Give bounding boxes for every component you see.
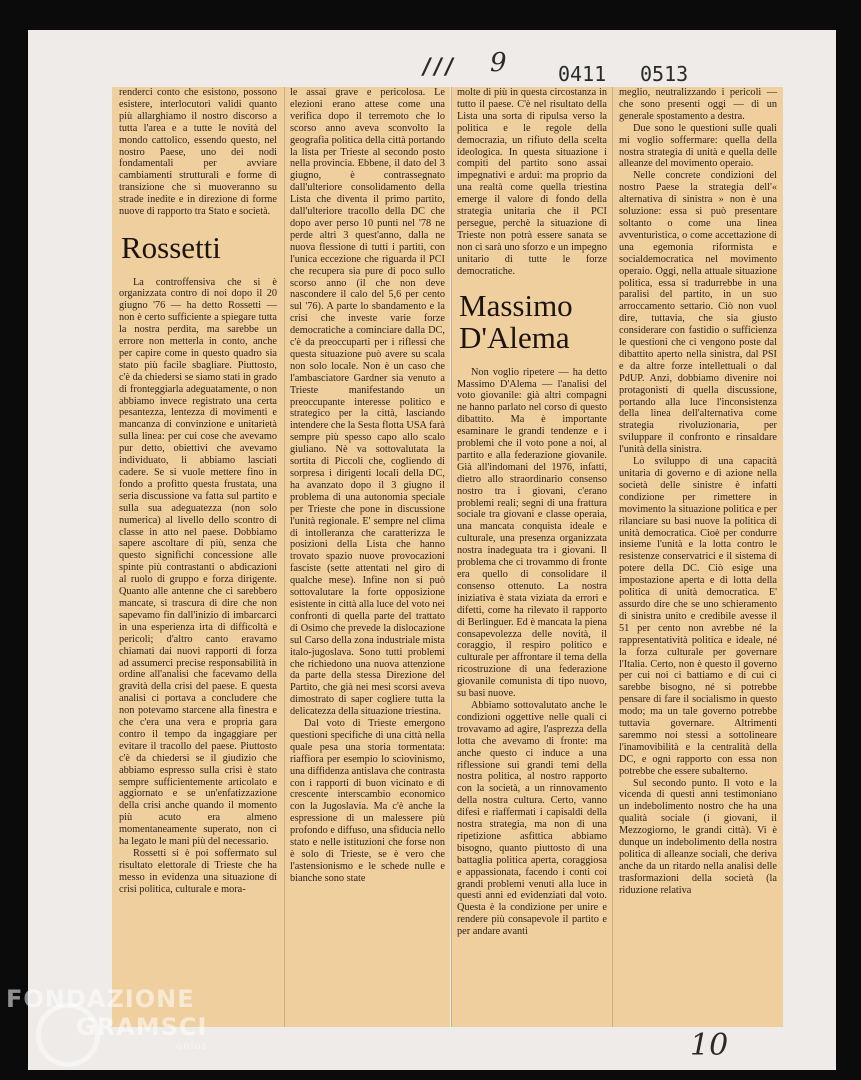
stamp-number-right: 0513	[640, 62, 689, 86]
col3-paragraph-3: Abbiamo sottovalutato anche le condizioni oggettive nelle quali ci trovavamo ad agire, l'asprezza della lotta che avevamo di fronte: ma anche questo ci induce a una riflessione sui grandi temi della nostra politica, al nostro rapporto con la società, a un rinnovamento della nostra cultura. Certo, vanno difesi e riaffermati i capisaldi della nostra strategia, ma non di una ripetizione asfittica abbiamo bisogno, quanto piuttosto di una battaglia politica aperta, coraggiosa e appassionata, facendo i conti coi grandi problemi venuti alla luce in questi anni ed evidenziati dal voto. Questa è la condizione per unire e rendere più consapevole il partito e per andare avanti	[457, 699, 607, 938]
col1-paragraph-2: Rossetti si è poi soffermato sul risultato elettorale di Trieste che ha messo in evidenza una situazione di crisi politica, culturale e mora-	[119, 848, 277, 895]
col4-paragraph-2: Due sono le questioni sulle quali mi voglio soffermare: quella della nostra strategia di unità e quella delle alleanze del movimento operaio.	[619, 122, 777, 170]
col1-paragraph-1: La controffensiva che si è organizzata contro di noi dopo il 20 giugno '76 — ha detto Rossetti — non è certo sufficiente a spiegare tutta la nostra perdita, ma sarebbe un errore non metterla in conto, anche per capire come in questo quadro sia stato più facile sbagliare. Piuttosto, c'è da chiedersi se siamo stati in grado di fronteggiarla adeguatamente, o non abbiamo invece registrato una certa pesantezza, lentezza di movimenti e mancanza di convinzione e unitarietà sulla linea: per cui cose che avevamo pur detto, obiettivi che avevamo individuato, li abbiamo lasciati cadere. Se si vuole mettere fino in fondo a profitto questa frustata, una seria discussione va fatta sul partito e sulla sua adeguatezza (non solo numerica) al livello dello scontro di classe in atto nel paese. Dobbiamo sapere ascoltare di più, senza che questo significhi concessione alle spinte più contrastanti o abdicazioni al ruolo di gruppo e forza dirigente. Quanto alle antenne che ci sarebbero mancate, si trascura di dire che non sapevamo fin dall'inizio di imbarcarci in una esperienza irta di difficoltà e pericoli; d'altro canto eravamo chiamati dai nuovi rapporti di forza ad assumerci precise responsabilità in ordine all'analisi che facevamo della gravità della crisi del paese. E questa analisi ci portava a concludere che non potevamo starcene alla finestra e che c'era una vera e propria gara contro il tempo da ingaggiare per evitare il tracollo del paese. Piuttosto c'è da chiedersi se il giudizio che abbiamo espresso sulla crisi è stato sempre sufficientemente articolato e aggiornato e se un'enfatizzazione della crisi anche quando il momento più acuto era almeno momentaneamente superato, non ci ha legato le mani più del necessario.	[119, 276, 277, 848]
watermark-line-3: onlus	[176, 1041, 208, 1052]
stamp-number-left: 0411	[558, 62, 607, 86]
clipping-column-4	[613, 87, 783, 1027]
heading-dalema: Massimo D'Alema	[459, 287, 573, 356]
col4-paragraph-4: Lo sviluppo di una capacità unitaria di governo e di azione nella società delle sinistre è infatti condizione per rimettere in movimento la situazione politica e per rilanciare su basi nuove la politica di unità democratica. Cioè per condurre insieme l'unità e la lotta contro le resistenze conservatrici e il sistema di potere della DC. Ciò esige una impostazione aperta e di lotta della politica di unità democratica. E' assurdo dire che se uno schieramento di sinistra unito e credibile avesse il 51 per cento non avrebbe né la rappresentatività politica e ideale, né la forza culturale per governare l'Italia. Certo, non è questo il governo per cui noi ci battiamo e di cui ci sarebbe bisogno, né si potrebbe pensare di fare il socialismo in questo modo; ma un tale governo potrebbe tuttavia governare. Altrimenti saremmo noi stessi a sottolineare l'inamovibilità e la centralità della DC, e ogni rapporto con essa non potrebbe che essere subalterno.	[619, 456, 777, 777]
col2-paragraph-2: Dal voto di Trieste emergono questioni specifiche di una città nella quale pesa una storia tormentata: riaffiora per esempio lo sciovinismo, una diffidenza antislava che contrasta con i rapporti di buon vicinato e di crescente interscambio economico con la Jugoslavia. Ma c'è anche la espressione di un malessere più profondo e diffuso, una sfiducia nello stato e nelle istituzioni che forse non è solo di Trieste, se è vero che l'astensionismo e le schede nulle e bianche sono state	[290, 718, 445, 884]
scribble-mark: ///	[420, 55, 454, 80]
bottom-page-mark: 10	[690, 1028, 729, 1063]
page-mark: 9	[490, 48, 507, 78]
watermark-line-2: GRAMSCI	[76, 1013, 208, 1041]
clipping-column-1	[112, 87, 284, 1027]
col4-paragraph-5: Sul secondo punto. Il voto e la vicenda di questi anni testimoniano un indebolimento nostro che ha una qualità sociale (i giovani, il Mezzogiorno, le grandi città). Vi è dunque un indebolimento della nostra politica di alleanze sociali, che deriva anche da un ritardo nella analisi delle trasformazioni della società (la riduzione relativa	[619, 777, 777, 896]
clipping-column-3	[452, 87, 612, 1027]
column-divider	[284, 87, 285, 1027]
col4-paragraph-1: meglio, neutralizzando i pericoli — che sono presenti oggi — di un generale spostamento a destra.	[619, 87, 777, 122]
col1-intro: renderci conto che esistono, possono esistere, interlocutori validi quanto più allarghiamo il nostro discorso a tutta l'area e a tutte le novità del mondo cattolico, essendo questo, nel nostro Paese, uno dei nodi fondamentali per avviare cambiamenti strutturali e forme di transizione che si muoveranno su strade inedite e in direzione di forme nuove di rapporto tra Stato e società.	[119, 87, 277, 218]
watermark-logo	[6, 985, 266, 1065]
watermark-line-1: FONDAZIONE	[6, 985, 195, 1013]
col3-paragraph-2: Non voglio ripetere — ha detto Massimo D'Alema — l'analisi del voto giovanile: già altri compagni ne hanno parlato nel corso di questo dibattito. Ma è importante esaminare le grandi tendenze e i problemi che il voto pone a noi, al partito e alla federazione giovanile. Già all'indomani del 1976, infatti, dietro allo straordinario consenso nostro tra i giovani, c'erano problemi reali; segni di una frattura sociale tra giovani e classe operaia, una mancata conquista ideale e culturale, una presenza organizzata nostra inadeguata tra i giovani. Il problema che ci trovammo di fronte era quello di consolidare il consenso ottenuto. La nostra iniziativa è stata viziata da errori e difetti, come ha rilevato il rapporto di Berlinguer. Ed è mancata la piena consapevolezza delle novità, il coraggio, il respiro politico e culturale per affrontare il tema della ricostruzione di una federazione giovanile comunista di tipo nuovo, su basi nuove.	[457, 366, 607, 700]
column-divider	[612, 87, 613, 1027]
column-divider	[451, 87, 452, 1027]
col4-paragraph-3: Nelle concrete condizioni del nostro Paese la strategia dell'« alternativa di sinistra » non è una soluzione: essa si può presentare soltanto o come una linea avventuristica, o come accettazione di una egemonia riformista e socialdemocratica nel movimento operaio. Oggi, nella attuale situazione politica, essa si tradurrebbe in una paralisi del partito, in un suo arroccamento settario. Ciò non vuol dire, tuttavia, che sia giusto considerare con fastidio o sufficienza le questioni che ci vengono poste dal dibattito aperto nella sinistra, dal PSI e da altre forze intellettuali o dal PdUP. Anzi, dobbiamo divenire noi protagonisti di quella discussione, portando alla luce l'inconsistenza della linea dell'alternativa come strategia rivoluzionaria, per sviluppare il confronto e rinsaldare l'unità della sinistra.	[619, 170, 777, 456]
col3-paragraph-1: molte di più in questa circostanza in tutto il paese. C'è nel risultato della Lista una sorta di ripulsa verso la politica e le regole della democrazia, un rifiuto della scelta ideologica. In questa situazione i compiti del partito sono assai impegnativi e ardui: ma proprio da una realtà come quella triestina emerge il valore di fondo della strategia unitaria che il PCI persegue, perchè la situazione di Trieste non potrà essere sanata se non ci sarà uno sforzo e un impegno unitario di tutte le forze democratiche.	[457, 87, 607, 277]
clipping-column-2	[285, 87, 450, 1027]
heading-rossetti: Rossetti	[121, 229, 221, 265]
col2-paragraph-1: le assai grave e pericolosa. Le elezioni erano attese come una verifica dopo il terremoto che lo scorso anno aveva sconvolto la geografia politica della città portando la lista per Trieste al secondo posto nella provincia. Ebbene, il dato del 3 giugno, è contrassegnato dall'ulteriore consolidamento della Lista che diventa il primo partito, dall'ulteriore tracollo della DC che dopo aver perso 10 punti nel '78 ne perde altri 3 quest'anno, dalla ne nuova flessione di tutti i partiti, con l'unica eccezione che riguarda il PCI che recupera sia pure di poco sullo scorso anno (il che non deve nascondere il calo del 5,6 per cento sul '76). A parte lo sbandamento e la crisi che investe varie forze democratiche a cominciare dalla DC, c'è da preoccuparti per i riflessi che questa situazione può avere su scala non solo locale. Non è un caso che l'ambasciatore Gardner sia venuto a Trieste manifestando un preoccupante interesse politico e strategico per la città, lasciando intendere che la Sesta flotta USA farà sempre più spesso capo allo scalo giuliano. Nè va sottovalutata la sortita di Piccoli che, cogliendo di sorpresa i dirigenti locali della DC, ha avanzato dopo il 3 giugno il problema di una autonomia speciale per Trieste che pone in discussione l'unità regionale. E' sempre nel clima di intolleranza che caratterizza le posizioni della Lista che hanno trovato spazio nuove provocazioni fasciste (sette attentati nel giro di qualche mese). Infine non si può sottovalutare la forte opposizione esistente in città alla luce del voto nei confronti di quella parte del trattato di Osimo che prevede la dislocazione sul Carso della zona industriale mista italo-jugoslava. Sono tutti problemi che richiedono una nuova attenzione da parte della stessa Direzione del Partito, che già nei mesi scorsi aveva dimostrato di saper cogliere tutta la delicatezza della situazione triestina.	[290, 87, 445, 718]
